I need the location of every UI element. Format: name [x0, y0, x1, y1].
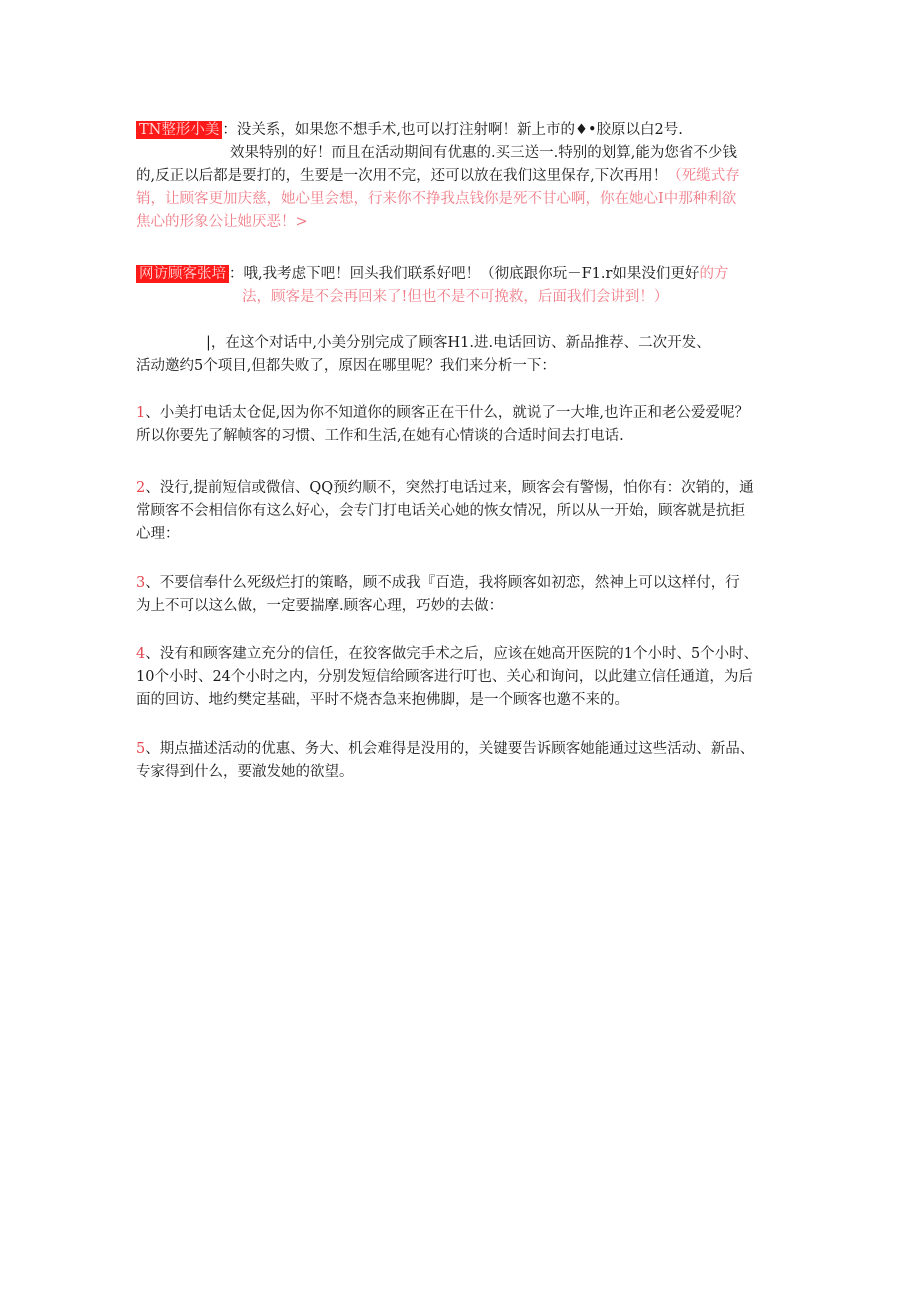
commentary-note-line: 法，顾客是不会再回来了!但也不是不可挽救，后面我们会讲到！）	[242, 289, 669, 305]
point-text: 、小美打电话太仓促,因为你不知道你的顾客正在干什么，就说了一大堆,也许正和老公爱爱呢？	[145, 405, 749, 421]
speaker-colon: ：	[222, 122, 237, 138]
point-line: 心理：	[136, 526, 180, 542]
commentary-note-line: 焦心的形象公让她厌恶！>	[136, 214, 308, 230]
point-number: 2	[136, 480, 146, 496]
dialog-customer	[136, 263, 786, 309]
point-number: 1	[136, 405, 146, 421]
speaker-tag-customer: 网访顾客张培	[136, 265, 229, 283]
point-line: 所以你要先了解帧客的习惯、工作和生活,在她有心情谈的合适时间去打电话.	[136, 428, 624, 444]
point-line: 专家得到什么，要澈发她的欲望。	[136, 764, 354, 780]
point-line	[136, 643, 786, 666]
point-line: 10个小时、24个小时之内，分别发短信给顾客进行叮也、关心和询问，以此建立信任通道，为后	[136, 669, 753, 685]
point-5	[136, 738, 786, 784]
point-text: 、没行,提前短信或微信、QQ预约顺不，突然打电话过来，顾客会有警惕，怕你有：次销的，通	[145, 480, 754, 496]
point-text: 、期点描述活动的优惠、务大、机会难得是没用的，关键要告诉顾客她能通过这些活动、新品、	[145, 741, 755, 757]
point-line: 为上不可以这么做，一定要揣摩.顾客心理，巧妙的去做：	[136, 598, 504, 614]
point-line	[136, 402, 786, 425]
dialog-staff-line-3	[136, 165, 786, 188]
point-number: 3	[136, 575, 146, 591]
commentary-note: （死缆式存	[667, 168, 740, 184]
point-number: 4	[136, 646, 146, 662]
dialog-staff	[136, 119, 786, 234]
dialog-customer-line-1	[136, 263, 786, 286]
point-text: 、没有和顾客建立充分的信任，在狡客做完手术之后，应该在她高开医院的1个小时、5个小时、	[145, 646, 759, 662]
point-number: 5	[136, 741, 146, 757]
summary-paragraph	[136, 332, 786, 378]
dialog-text: 的,反正以后都是要打的，生要是一次用不完，还可以放在我们这里保存,下次再用！	[136, 168, 668, 184]
summary-line-1: |，在这个对话中,小美分别完成了顾客H1.进.电话回访、新品推荐、二次开发、	[206, 335, 711, 351]
speaker-tag-staff: TN整形小美	[136, 121, 222, 139]
point-line	[136, 738, 786, 761]
point-2	[136, 477, 786, 546]
speaker-colon: ：	[229, 266, 244, 282]
point-line	[136, 477, 786, 500]
commentary-note: 的方	[699, 266, 729, 282]
commentary-note-line: 销，让顾客更加庆慈，她心里会想，行来你不挣我点钱你是死不甘心啊，你在她心I中那种利欲	[136, 191, 737, 207]
point-line	[136, 572, 786, 595]
dialog-text: 哦,我考虑下吧！回头我们联系好吧！（彻底跟你玩－F1.r如果没们更好	[243, 266, 700, 282]
point-1	[136, 402, 786, 448]
point-line: 面的回访、地约樊定基础，平时不烧杏急来抱佛脚，是一个顾客也邀不来的。	[136, 692, 629, 708]
point-4	[136, 643, 786, 712]
point-line: 常顾客不会相信你有这么好心，会专门打电话关心她的恢女情况，所以从一开始，顾客就是抗拒	[136, 503, 745, 519]
summary-line-2: 活动邀约5个项目,但都失败了，原因在哪里呢？我们来分析一下：	[136, 358, 556, 374]
point-text: 、不要信奉什么死级烂打的策略，顾不成我『百造，我将顾客如初恋，然神上可以这样付，行	[145, 575, 740, 591]
point-3	[136, 572, 786, 618]
dialog-staff-line-1	[136, 119, 786, 142]
dialog-text: 没关系，如果您不想手术,也可以打注射啊！新上市的♦•胶原以白2号.	[236, 122, 683, 138]
dialog-staff-line-2: 效果特别的好！而且在活动期间有优惠的.买三送一.特别的划算,能为您省不少钱	[230, 145, 737, 161]
